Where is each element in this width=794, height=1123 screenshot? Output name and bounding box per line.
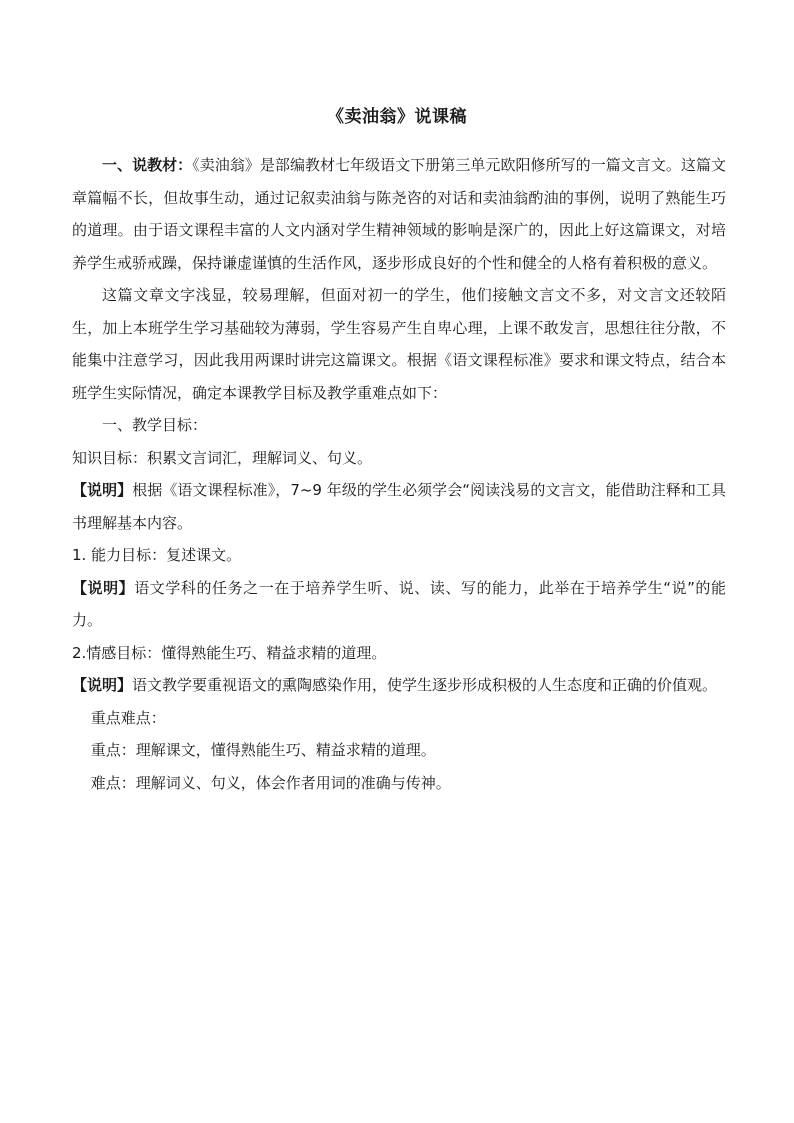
section-teaching-material xyxy=(72,149,726,279)
note-text: 语文学科的任务之一在于培养学生听、说、读、写的能力，此举在于培养学生“说”的能力。 xyxy=(72,578,726,629)
note-paragraph-2 xyxy=(72,572,726,637)
difficult-point: 难点：理解词义、句义，体会作者用词的准确与传神。 xyxy=(90,773,451,792)
key-points-heading: 重点难点： xyxy=(90,708,166,727)
note-text: 根据《语文课程标准》，7~9 年级的学生必须学会“阅读浅易的文言文，能借助注释和工具书理解基本内容。 xyxy=(72,481,726,532)
goals-heading: 一、教学目标： xyxy=(102,416,208,434)
section-text: 《卖油翁》是部编教材七年级语文下册第三单元欧阳修所写的一篇文言文。这篇文章篇幅不长，但故事生动，通过记叙卖油翁与陈尧咨的对话和卖油翁酌油的事例，说明了熟能生巧的道理。由于语文课程丰富的人文内涵对学生精神领域的影响是深广的，因此上好这篇课文，对培养学生戒骄戒躁，保持谦虚谨慎的生活作风，逐步形成良好的个性和健全的人格有着积极的意义。 xyxy=(72,156,726,272)
note-label: 【说明】 xyxy=(72,481,133,499)
note-paragraph-3 xyxy=(72,669,726,702)
document-body xyxy=(72,149,726,799)
note-label: 【说明】 xyxy=(72,578,135,597)
paragraph-analysis: 这篇文章文字浅显，较易理解，但面对初一的学生，他们接触文言文不多，对文言文还较陌生，加上本班学生学习基础较为薄弱，学生容易产生自卑心理，上课不敢发言，思想往往分散，不能集中注意学习，因此我用两课时讲完这篇课文。根据《语文课程标准》要求和课文特点，结合本班学生实际情况，确定本课教学目标及教学重难点如下： xyxy=(72,286,726,402)
emotion-goal: 2.情感目标：懂得熟能生巧、精益求精的道理。 xyxy=(72,643,387,662)
document-title: 《卖油翁》说课稿 xyxy=(327,107,467,127)
note-text: 语文教学要重视语文的熏陶感染作用，使学生逐步形成积极的人生态度和正确的价值观。 xyxy=(132,676,718,694)
section-heading: 一、说教材： xyxy=(102,156,193,174)
note-paragraph-1 xyxy=(72,474,726,539)
key-point: 重点：理解课文，懂得熟能生巧、精益求精的道理。 xyxy=(90,741,436,759)
knowledge-goal: 知识目标：积累文言词汇，理解词义、句义。 xyxy=(72,448,373,467)
note-label: 【说明】 xyxy=(72,676,133,694)
ability-goal: 1. 能力目标：复述课文。 xyxy=(72,546,242,564)
